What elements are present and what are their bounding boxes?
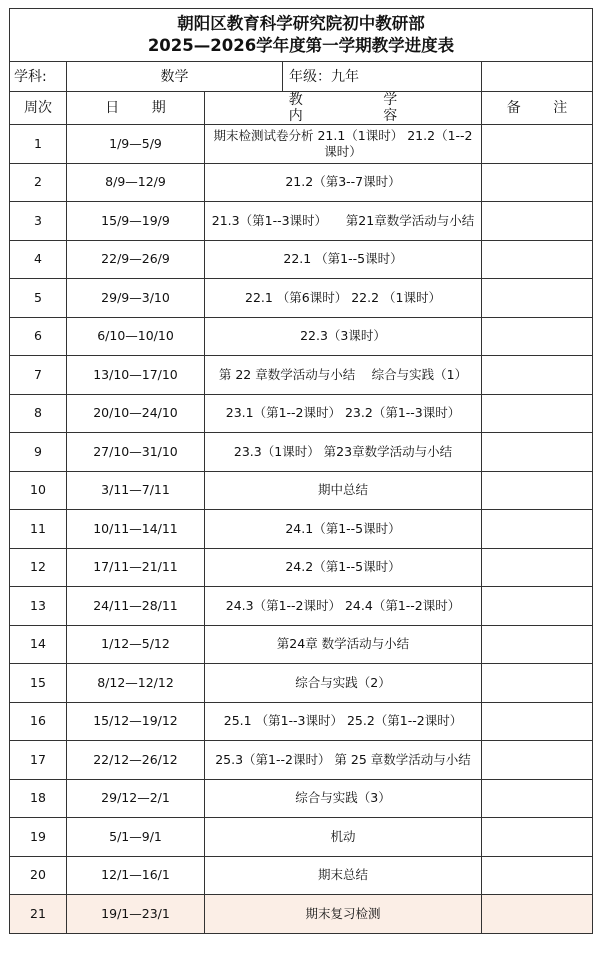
date-cell: 1/12—5/12	[67, 625, 205, 664]
content-cell: 综合与实践（2）	[205, 664, 482, 703]
header-content: 教 学 内 容	[205, 92, 482, 125]
note-cell	[482, 356, 593, 395]
date-cell: 17/11—21/11	[67, 548, 205, 587]
week-cell: 3	[10, 202, 67, 241]
note-cell	[482, 317, 593, 356]
schedule-table	[9, 8, 593, 934]
content-cell: 21.2（第3--7课时）	[205, 163, 482, 202]
title-line-2: 2025—2026学年度第一学期教学进度表	[147, 36, 455, 55]
note-cell	[482, 664, 593, 703]
date-cell: 8/9—12/9	[67, 163, 205, 202]
table-row	[10, 587, 593, 626]
table-row	[10, 548, 593, 587]
date-cell: 6/10—10/10	[67, 317, 205, 356]
note-cell	[482, 394, 593, 433]
note-cell	[482, 741, 593, 780]
content-cell: 23.1（第1--2课时） 23.2（第1--3课时）	[205, 394, 482, 433]
content-cell: 22.1 （第6课时） 22.2 （1课时）	[205, 279, 482, 318]
subject-label: 学科:	[10, 62, 67, 92]
content-cell: 21.3（第1--3课时） 第21章数学活动与小结	[205, 202, 482, 241]
date-cell: 5/1—9/1	[67, 818, 205, 857]
table-row	[10, 856, 593, 895]
week-cell: 15	[10, 664, 67, 703]
table-row	[10, 895, 593, 934]
week-cell: 17	[10, 741, 67, 780]
note-cell	[482, 702, 593, 741]
date-cell: 24/11—28/11	[67, 587, 205, 626]
content-cell: 综合与实践（3）	[205, 779, 482, 818]
note-cell	[482, 548, 593, 587]
week-cell: 8	[10, 394, 67, 433]
note-cell	[482, 818, 593, 857]
note-cell	[482, 471, 593, 510]
week-cell: 18	[10, 779, 67, 818]
table-row	[10, 240, 593, 279]
date-cell: 3/11—7/11	[67, 471, 205, 510]
week-cell: 10	[10, 471, 67, 510]
content-cell: 第 22 章数学活动与小结 综合与实践（1）	[205, 356, 482, 395]
table-row	[10, 625, 593, 664]
content-cell: 25.1 （第1--3课时） 25.2（第1--2课时）	[205, 702, 482, 741]
date-cell: 20/10—24/10	[67, 394, 205, 433]
date-cell: 8/12—12/12	[67, 664, 205, 703]
schedule-rows	[10, 125, 593, 934]
content-cell: 24.1（第1--5课时）	[205, 510, 482, 549]
week-cell: 19	[10, 818, 67, 857]
week-cell: 14	[10, 625, 67, 664]
content-cell: 22.1 （第1--5课时）	[205, 240, 482, 279]
table-row	[10, 356, 593, 395]
week-cell: 6	[10, 317, 67, 356]
table-row	[10, 471, 593, 510]
week-cell: 20	[10, 856, 67, 895]
content-cell: 第24章 数学活动与小结	[205, 625, 482, 664]
table-row	[10, 317, 593, 356]
grade-label: 年级：九年	[283, 62, 482, 92]
date-cell: 29/9—3/10	[67, 279, 205, 318]
header-week: 周次	[10, 92, 67, 125]
table-row	[10, 702, 593, 741]
week-cell: 9	[10, 433, 67, 472]
week-cell: 21	[10, 895, 67, 934]
table-row	[10, 779, 593, 818]
week-cell: 13	[10, 587, 67, 626]
content-cell: 22.3（3课时）	[205, 317, 482, 356]
table-row	[10, 433, 593, 472]
date-cell: 27/10—31/10	[67, 433, 205, 472]
note-cell	[482, 625, 593, 664]
table-row	[10, 394, 593, 433]
table-row	[10, 163, 593, 202]
content-cell: 机动	[205, 818, 482, 857]
content-cell: 23.3（1课时） 第23章数学活动与小结	[205, 433, 482, 472]
subject-value: 数学	[67, 62, 283, 92]
date-cell: 13/10—17/10	[67, 356, 205, 395]
title-line-1: 朝阳区教育科学研究院初中教研部	[177, 14, 425, 33]
note-cell	[482, 125, 593, 164]
content-cell: 24.2（第1--5课时）	[205, 548, 482, 587]
date-cell: 10/11—14/11	[67, 510, 205, 549]
note-cell	[482, 240, 593, 279]
table-row	[10, 279, 593, 318]
note-cell	[482, 587, 593, 626]
table-title	[10, 9, 593, 62]
date-cell: 12/1—16/1	[67, 856, 205, 895]
week-cell: 1	[10, 125, 67, 164]
table-row	[10, 510, 593, 549]
note-cell	[482, 433, 593, 472]
table-row	[10, 664, 593, 703]
note-cell	[482, 510, 593, 549]
note-cell	[482, 202, 593, 241]
content-cell: 期末复习检测	[205, 895, 482, 934]
date-cell: 15/9—19/9	[67, 202, 205, 241]
week-cell: 5	[10, 279, 67, 318]
date-cell: 15/12—19/12	[67, 702, 205, 741]
week-cell: 7	[10, 356, 67, 395]
header-date: 日 期	[67, 92, 205, 125]
content-cell: 24.3（第1--2课时） 24.4（第1--2课时）	[205, 587, 482, 626]
table-row	[10, 202, 593, 241]
date-cell: 22/9—26/9	[67, 240, 205, 279]
week-cell: 2	[10, 163, 67, 202]
note-cell	[482, 856, 593, 895]
date-cell: 1/9—5/9	[67, 125, 205, 164]
content-cell: 期中总结	[205, 471, 482, 510]
note-cell	[482, 163, 593, 202]
note-cell	[482, 779, 593, 818]
table-row	[10, 125, 593, 164]
content-cell: 期末检测试卷分析 21.1（1课时） 21.2（1--2课时）	[205, 125, 482, 164]
week-cell: 11	[10, 510, 67, 549]
note-cell	[482, 895, 593, 934]
table-row	[10, 818, 593, 857]
content-cell: 25.3（第1--2课时） 第 25 章数学活动与小结	[205, 741, 482, 780]
week-cell: 4	[10, 240, 67, 279]
content-cell: 期末总结	[205, 856, 482, 895]
week-cell: 16	[10, 702, 67, 741]
header-note: 备 注	[482, 92, 593, 125]
date-cell: 19/1—23/1	[67, 895, 205, 934]
date-cell: 29/12—2/1	[67, 779, 205, 818]
meta-blank-cell	[482, 62, 593, 92]
table-row	[10, 741, 593, 780]
date-cell: 22/12—26/12	[67, 741, 205, 780]
week-cell: 12	[10, 548, 67, 587]
note-cell	[482, 279, 593, 318]
